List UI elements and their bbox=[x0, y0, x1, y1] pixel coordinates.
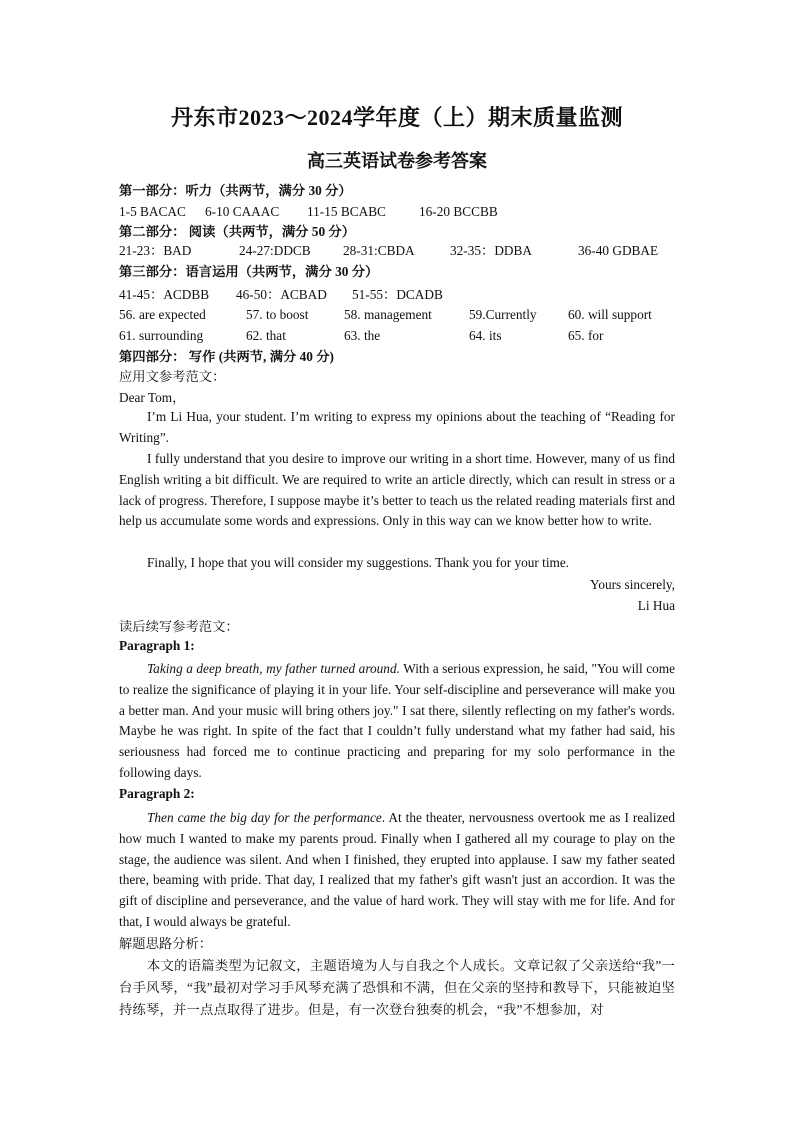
applied-writing-label: 应用文参考范文： bbox=[119, 369, 226, 384]
letter-closing: Yours sincerely, bbox=[590, 577, 675, 592]
continuation-writing-label: 读后续写参考范文： bbox=[119, 619, 239, 634]
document-subtitle: 高三英语试卷参考答案 bbox=[307, 151, 487, 171]
letter-greeting: Dear Tom， bbox=[119, 390, 186, 405]
letter-paragraph: Finally, I hope that you will consider my suggestions. Thank you for your time. bbox=[147, 555, 570, 570]
part3-answers-row1 bbox=[119, 284, 679, 305]
part4-heading: 第四部分： 写作 (共两节, 满分 40 分) bbox=[119, 349, 334, 364]
letter-paragraph: I fully understand that you desire to improve our writing in a short time. However, many of us find English writing a bit difficult. We are required to write an article directly, which can result in stress or a lack of progress. Therefore, I suppose maybe it’s better to teach us the related reading materials first and help us accumulate some words and expressions. Only in this way can we know better how to write. bbox=[119, 451, 675, 529]
paragraph1-label: Paragraph 1: bbox=[119, 638, 195, 653]
part1-heading: 第一部分：听力（共两节，满分 30 分） bbox=[119, 183, 352, 198]
answer-item: 58. management bbox=[344, 307, 432, 322]
answer-group: 11-15 BCABC bbox=[307, 204, 386, 219]
paragraph2-lead-sentence: Then came the big day for the performance bbox=[147, 810, 382, 825]
answer-group: 46-50：ACBAD bbox=[236, 287, 327, 302]
part2-heading: 第二部分： 阅读（共两节，满分 50 分） bbox=[119, 224, 356, 239]
paragraph1-lead-sentence: Taking a deep breath, my father turned around. bbox=[147, 661, 400, 676]
answer-group: 28-31:CBDA bbox=[343, 243, 415, 258]
paragraph1-body: With a serious expression, he said, "You will come to realize the significance of playing it in your life. Your self-discipline and perseverance will make you a better man. And your music will bring others joy." I sat there, silently reflecting on my father's words. Maybe he was right. In spite of the fact that I couldn’t fully understand what my father had said, his seriousness had forced me to continue practicing and preparing for my solo performance in the following days. bbox=[119, 661, 675, 780]
paragraph2-body: . At the theater, nervousness overtook me as I realized how much I wanted to make my parents proud. Finally when I gathered all my courage to play on the stage, the audience was silent. And when I finished, they erupted into applause. I saw my father seated there, beaming with pride. That day, I realized that my father's gift wasn't just an accordion. It was the gift of discipline and perseverance, and the value of hard work. They will stay with me for life. And for that, I would always be grateful. bbox=[119, 810, 675, 929]
paragraph2-text bbox=[119, 808, 675, 933]
answer-group: 41-45：ACDBB bbox=[119, 287, 210, 302]
part3-answers-row3 bbox=[119, 325, 679, 346]
part3-heading: 第三部分：语言运用（共两节，满分 30 分） bbox=[119, 264, 379, 279]
answer-item: 61. surrounding bbox=[119, 328, 204, 343]
analysis-label: 解题思路分析： bbox=[119, 936, 213, 951]
part3-answers-row2 bbox=[119, 304, 679, 325]
answer-group: 6-10 CAAAC bbox=[205, 204, 280, 219]
part1-answers bbox=[119, 201, 679, 222]
answer-group: 1-5 BACAC bbox=[119, 204, 186, 219]
paragraph1-text bbox=[119, 659, 675, 784]
analysis-text: 本文的语篇类型为记叙文，主题语境为人与自我之个人成长。文章记叙了父亲送给“我”一台手风琴，“我”最初对学习手风琴充满了恐惧和不满，但在父亲的坚持和教导下，只能被迫坚持练琴，并一点点取得了进步。但是，有一次登台独奏的机会，“我”不想参加，对 bbox=[119, 958, 675, 1017]
answer-group: 16-20 BCCBB bbox=[419, 204, 498, 219]
answer-group: 21-23：BAD bbox=[119, 243, 192, 258]
answer-item: 65. for bbox=[568, 328, 604, 343]
answer-item: 63. the bbox=[344, 328, 381, 343]
answer-item: 64. its bbox=[469, 328, 502, 343]
paragraph2-label: Paragraph 2: bbox=[119, 786, 195, 801]
letter-paragraph: I’m Li Hua, your student. I’m writing to express my opinions about the teaching of “Reading for Writing”. bbox=[119, 409, 675, 445]
answer-group: 32-35：DDBA bbox=[450, 243, 532, 258]
answer-item: 57. to boost bbox=[246, 307, 309, 322]
answer-group: 51-55：DCADB bbox=[352, 287, 443, 302]
answer-item: 59.Currently bbox=[469, 307, 537, 322]
answer-item: 60. will support bbox=[568, 307, 652, 322]
answer-group: 24-27:DDCB bbox=[239, 243, 311, 258]
answer-item: 62. that bbox=[246, 328, 286, 343]
answer-group: 36-40 GDBAE bbox=[578, 243, 659, 258]
answer-item: 56. are expected bbox=[119, 307, 206, 322]
document-title: 丹东市2023～2024学年度（上）期末质量监测 bbox=[170, 105, 623, 130]
part2-answers bbox=[119, 240, 679, 261]
letter-signature: Li Hua bbox=[637, 598, 675, 613]
